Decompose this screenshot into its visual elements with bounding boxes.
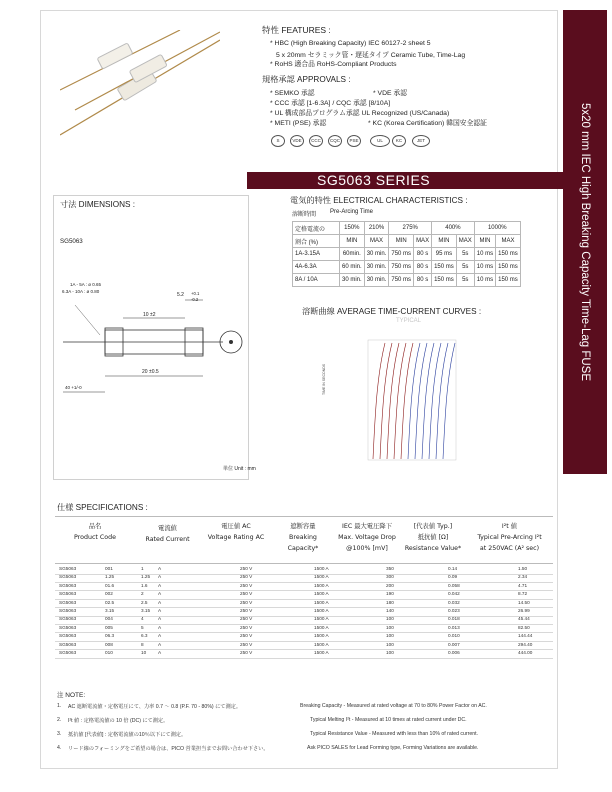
feature-line: * HBC (High Breaking Capacity) IEC 60127-2 sheet 5 bbox=[270, 40, 431, 47]
spec-cell-current: 1 bbox=[141, 566, 144, 571]
semko-icon: S bbox=[271, 135, 285, 147]
spec-cell-code: SG5063 bbox=[59, 608, 77, 613]
spec-cell-breaking: 1500 A bbox=[314, 641, 329, 647]
approvals-title: 規格承認 APPROVALS : bbox=[262, 75, 351, 84]
kc-icon: KC bbox=[392, 135, 406, 147]
spec-cell-breaking: 1500 A bbox=[314, 591, 329, 597]
spec-cell-current: 1.6 bbox=[141, 582, 148, 588]
value-cell: 60 min. bbox=[340, 261, 365, 274]
spec-cell-unit: A bbox=[158, 591, 162, 597]
specifications-header bbox=[55, 516, 553, 564]
note-num: 4. bbox=[57, 745, 62, 751]
header-breaking-capacity bbox=[272, 521, 334, 554]
series-banner bbox=[247, 172, 563, 189]
minmax-cell: MAX bbox=[496, 235, 521, 248]
time-current-curves bbox=[353, 335, 458, 465]
spec-cell-i2t: 444.00 bbox=[518, 650, 533, 655]
header-text: Breaking bbox=[289, 534, 317, 541]
spec-cell-resistance: 0.007 bbox=[448, 641, 460, 647]
pse-icon: PSE bbox=[347, 135, 361, 147]
lead-length-label: 40 +1/-0 bbox=[65, 385, 82, 390]
minmax-cell: MAX bbox=[414, 235, 432, 248]
spec-cell-suffix: 005 bbox=[105, 624, 113, 630]
spec-cell-current: 1.25 bbox=[141, 574, 151, 580]
note-en: Typical Melting I²t - Measured at 10 times at rated current under DC. bbox=[310, 717, 467, 723]
curves-title: 溶断曲線 AVERAGE TIME-CURRENT CURVES : bbox=[302, 307, 482, 316]
spec-cell-code: SG5063 bbox=[59, 599, 77, 605]
spec-cell-current: 2.5 bbox=[141, 599, 148, 605]
spec-cell-voltage: 250 V bbox=[240, 582, 253, 588]
spec-cell-code: SG5063 bbox=[59, 641, 77, 647]
spec-cell-code: SG5063 bbox=[59, 574, 77, 580]
value-cell: 30 min. bbox=[364, 248, 389, 261]
value-cell: 80 s bbox=[414, 274, 432, 287]
spec-cell-unit: A bbox=[158, 608, 162, 613]
curve-line bbox=[443, 343, 455, 459]
cap-length-label: 5.2 bbox=[177, 292, 184, 298]
spec-cell-code: SG5063 bbox=[59, 591, 77, 597]
value-cell: 10 ms bbox=[474, 274, 495, 287]
spec-cell-code: SG5063 bbox=[59, 582, 77, 588]
header-text: [代表値 Typ.] bbox=[413, 523, 453, 530]
note-num: 1. bbox=[57, 703, 62, 709]
note-jp: I²t 値 : 定格電流値の 10 倍 (DC) にて測定。 bbox=[68, 718, 169, 724]
spec-cell-current: 6.3 bbox=[141, 633, 148, 639]
value-cell: 80 s bbox=[414, 248, 432, 261]
series-title: SG5063 SERIES bbox=[317, 172, 431, 188]
dimension-drawing bbox=[55, 280, 245, 420]
value-cell: 10 ms bbox=[474, 261, 495, 274]
pct-cell: 210% bbox=[364, 222, 389, 235]
spec-cell-drop: 100 bbox=[386, 641, 394, 647]
spec-cell-drop: 350 bbox=[386, 566, 394, 571]
spec-cell-breaking: 1500 A bbox=[314, 566, 329, 571]
spec-cell-resistance: 0.013 bbox=[448, 624, 460, 630]
header-text: @100% [mV] bbox=[346, 545, 388, 552]
sidebar-title bbox=[563, 10, 607, 474]
value-cell: 5s bbox=[456, 261, 474, 274]
value-cell: 30 min. bbox=[364, 274, 389, 287]
table-row bbox=[293, 222, 521, 235]
approval-item: * CCC 承認 [1-6.3A] / CQC 承認 [8/10A] bbox=[270, 100, 391, 107]
header-text: Voltage Rating AC bbox=[207, 534, 265, 541]
curves-lines bbox=[373, 343, 455, 459]
header-text: 抵抗値 [Ω] bbox=[417, 534, 449, 541]
spec-cell-resistance: 0.018 bbox=[448, 616, 460, 622]
feature-line: 5 x 20mm セラミック管・遅延タイプ Ceramic Tube, Time-Lag bbox=[276, 52, 466, 59]
spec-cell-i2t: 82.50 bbox=[518, 624, 530, 630]
notes-title: 注 NOTE: bbox=[57, 692, 86, 699]
spec-cell-drop: 100 bbox=[386, 633, 394, 639]
spec-cell-current: 4 bbox=[141, 616, 144, 622]
spec-cell-current: 10 bbox=[141, 650, 147, 655]
value-cell: 60min. bbox=[340, 248, 365, 261]
spec-cell-suffix: 008 bbox=[105, 641, 113, 647]
ul-icon: UL bbox=[370, 135, 390, 147]
spec-cell-suffix: 06.3 bbox=[105, 633, 115, 639]
header-text: 電圧値 AC bbox=[221, 523, 251, 530]
jet-icon: JET bbox=[412, 135, 430, 147]
spec-cell-resistance: 0.032 bbox=[448, 599, 460, 605]
spec-cell-voltage: 250 V bbox=[240, 566, 253, 571]
value-cell: 10 ms bbox=[474, 248, 495, 261]
pct-cell: 150% bbox=[340, 222, 365, 235]
spec-cell-voltage: 250 V bbox=[240, 591, 253, 597]
spec-cell-voltage: 250 V bbox=[240, 624, 253, 630]
spec-cell-resistance: 0.042 bbox=[448, 591, 460, 597]
header-text: 遮断容量 bbox=[290, 523, 316, 530]
pre-arcing-jp: 溶断時間 bbox=[292, 212, 317, 218]
header-product-code bbox=[55, 521, 135, 543]
value-cell: 750 ms bbox=[389, 274, 414, 287]
spec-cell-i2t: 26.99 bbox=[518, 608, 530, 613]
spec-cell-resistance: 0.010 bbox=[448, 633, 460, 639]
spec-cell-suffix: 001 bbox=[105, 566, 113, 571]
electrical-table bbox=[292, 221, 521, 287]
spec-cell-current: 8 bbox=[141, 641, 144, 647]
table-row bbox=[293, 235, 521, 248]
spec-cell-suffix: 004 bbox=[105, 616, 113, 622]
spec-cell-i2t: 14.50 bbox=[518, 599, 530, 605]
value-cell: 150 ms bbox=[496, 261, 521, 274]
spec-cell-i2t: 2.34 bbox=[518, 574, 528, 580]
cap-tolerance-minus: -0.2 bbox=[191, 297, 199, 302]
minmax-cell: MIN bbox=[432, 235, 457, 248]
curves-plot-area bbox=[368, 340, 456, 460]
electrical-title: 電気的特性 ELECTRICAL CHARACTERISTICS : bbox=[290, 196, 468, 205]
header-voltage-drop bbox=[334, 521, 400, 554]
table-row bbox=[293, 261, 521, 274]
note-jp: AC 遮断電流値・定格電圧にて、力率 0.7 〜 0.8 (P.F. 70 - 80%) にて測定。 bbox=[68, 704, 242, 710]
spec-cell-unit: A bbox=[158, 599, 162, 605]
dimensions-title: 寸法 DIMENSIONS : bbox=[60, 200, 136, 209]
value-cell: 150 ms bbox=[496, 248, 521, 261]
header-text: Capacity* bbox=[287, 545, 319, 552]
note-jp: 抵抗値 [代表値] : 定格電流値の10％以下にて測定。 bbox=[68, 732, 187, 738]
minmax-cell: MAX bbox=[364, 235, 389, 248]
header-text: 電流値 bbox=[158, 525, 177, 532]
spec-cell-drop: 100 bbox=[386, 650, 394, 655]
spec-cell-voltage: 250 V bbox=[240, 599, 253, 605]
spec-cell-suffix: 3.15 bbox=[105, 608, 115, 613]
row-divider bbox=[55, 658, 553, 659]
cqc-icon: CQC bbox=[328, 135, 342, 147]
spec-cell-drop: 300 bbox=[386, 574, 394, 580]
pct-cell: 1000% bbox=[474, 222, 520, 235]
header-text: 品名 bbox=[88, 523, 102, 530]
spec-cell-code: SG5063 bbox=[59, 633, 77, 639]
feature-line: * RoHS 適合品 RoHS-Compliant Products bbox=[270, 61, 397, 68]
spec-cell-current: 5 bbox=[141, 624, 144, 630]
spec-cell-code: SG5063 bbox=[59, 566, 77, 571]
spec-cell-resistance: 0.14 bbox=[448, 566, 458, 571]
spec-cell-i2t: 1.50 bbox=[518, 566, 528, 571]
spec-cell-unit: A bbox=[158, 650, 162, 655]
vde-icon: VDE bbox=[290, 135, 304, 147]
spec-cell-drop: 190 bbox=[386, 591, 394, 597]
spec-cell-breaking: 1500 A bbox=[314, 582, 329, 588]
spec-cell-breaking: 1500 A bbox=[314, 616, 329, 622]
header-text: Product Code bbox=[73, 534, 117, 541]
cap-tolerance-plus: +0.1 bbox=[191, 291, 200, 296]
value-cell: 5s bbox=[456, 248, 474, 261]
header-rated-current bbox=[135, 523, 200, 545]
note-num: 3. bbox=[57, 731, 62, 737]
value-cell: 150 ms bbox=[496, 274, 521, 287]
row-head-1: 定格電流の bbox=[293, 222, 340, 235]
header-text: Max. Voltage Drop bbox=[338, 534, 396, 541]
spec-cell-unit: A bbox=[158, 633, 162, 639]
spec-cell-i2t: 294.40 bbox=[518, 641, 533, 647]
spec-cell-resistance: 0.023 bbox=[448, 608, 460, 613]
ccc-icon: CCC bbox=[309, 135, 323, 147]
spec-cell-voltage: 250 V bbox=[240, 616, 253, 622]
value-cell: 150 ms bbox=[432, 274, 457, 287]
fuse-photo bbox=[60, 30, 220, 140]
spec-cell-unit: A bbox=[158, 624, 162, 630]
spec-cell-drop: 200 bbox=[386, 582, 394, 588]
spec-cell-unit: A bbox=[158, 641, 162, 647]
spec-cell-code: SG5063 bbox=[59, 650, 77, 655]
row-head-2: 割合 (%) bbox=[293, 235, 340, 248]
value-cell: 95 ms bbox=[432, 248, 457, 261]
minmax-cell: MIN bbox=[340, 235, 365, 248]
header-voltage-rating bbox=[200, 521, 272, 543]
header-text: Resistance Value* bbox=[404, 545, 462, 552]
curves-subtitle: TYPICAL bbox=[396, 318, 422, 324]
header-text: I²t 値 bbox=[501, 523, 518, 530]
spec-cell-voltage: 250 V bbox=[240, 650, 253, 655]
lead-dia-label: 6.3A - 10A : ø 0.80 bbox=[62, 289, 100, 294]
note-num: 2. bbox=[57, 717, 62, 723]
note-en: Typical Resistance Value - Measured with less than 10% of rated current. bbox=[310, 731, 479, 737]
features-title: 特性 FEATURES : bbox=[262, 25, 331, 35]
body-length-label: 10 ±2 bbox=[143, 312, 156, 318]
value-cell: 750 ms bbox=[389, 261, 414, 274]
spec-cell-drop: 180 bbox=[386, 599, 394, 605]
range-cell: 1A-3.15A bbox=[293, 248, 340, 261]
total-length-label: 20 ±0.5 bbox=[142, 369, 159, 375]
table-row bbox=[293, 274, 521, 287]
note-en: Ask PICO SALES for Lead Forming type, Forming Variations are available. bbox=[307, 745, 479, 751]
spec-cell-breaking: 1500 A bbox=[314, 599, 329, 605]
fuse-image-1 bbox=[60, 40, 220, 135]
value-cell: 5s bbox=[456, 274, 474, 287]
spec-cell-code: SG5063 bbox=[59, 616, 77, 622]
table-row bbox=[293, 248, 521, 261]
header-text: at 250VAC (A² sec) bbox=[479, 545, 540, 552]
spec-cell-resistance: 0.006 bbox=[448, 650, 460, 655]
spec-cell-resistance: 0.058 bbox=[448, 582, 460, 588]
spec-cell-unit: A bbox=[158, 574, 162, 580]
dimensions-model: SG5063 bbox=[60, 238, 83, 245]
spec-cell-suffix: 010 bbox=[105, 650, 113, 655]
spec-cell-current: 2 bbox=[141, 591, 144, 597]
specifications-title: 仕様 SPECIFICATIONS : bbox=[57, 503, 148, 512]
sidebar-title-text: 5x20 mm IEC High Breaking Capacity Time-Lag FUSE bbox=[579, 102, 591, 382]
value-cell: 30 min. bbox=[340, 274, 365, 287]
spec-cell-drop: 100 bbox=[386, 616, 394, 622]
spec-cell-current: 3.15 bbox=[141, 608, 151, 613]
spec-cell-voltage: 250 V bbox=[240, 574, 253, 580]
spec-cell-suffix: 002 bbox=[105, 591, 113, 597]
spec-cell-drop: 100 bbox=[386, 624, 394, 630]
spec-cell-breaking: 1500 A bbox=[314, 574, 329, 580]
spec-cell-suffix: 02.5 bbox=[105, 599, 115, 605]
header-text: IEC 最大電圧降下 bbox=[341, 523, 392, 530]
pre-arcing-en: Pre-Arcing Time bbox=[330, 209, 374, 215]
spec-cell-voltage: 250 V bbox=[240, 633, 253, 639]
value-cell: 80 s bbox=[414, 261, 432, 274]
value-cell: 30 min. bbox=[364, 261, 389, 274]
spec-cell-breaking: 1500 A bbox=[314, 624, 329, 630]
spec-cell-i2t: 4.71 bbox=[518, 582, 528, 588]
header-i2t bbox=[466, 521, 553, 554]
spec-cell-i2t: 144.44 bbox=[518, 633, 533, 639]
approval-item: * SEMKO 承認 bbox=[270, 90, 315, 97]
spec-cell-unit: A bbox=[158, 566, 162, 571]
range-cell: 4A-6.3A bbox=[293, 261, 340, 274]
approval-item: * UL 構成部品プログラム承認 UL Recognized (US/Canada) bbox=[270, 110, 450, 117]
note-jp: リード線のフォーミングをご希望の場合は、PICO 営業担当までお問い合わせ下さい。 bbox=[68, 746, 269, 752]
header-text: Rated Current bbox=[145, 536, 190, 543]
spec-cell-voltage: 250 V bbox=[240, 641, 253, 647]
spec-cell-breaking: 1500 A bbox=[314, 608, 329, 613]
note-en: Breaking Capacity - Measured at rated voltage at 70 to 80% Power Factor on AC. bbox=[300, 703, 487, 709]
spec-cell-code: SG5063 bbox=[59, 624, 77, 630]
value-cell: 750 ms bbox=[389, 248, 414, 261]
header-resistance bbox=[400, 521, 466, 554]
unit-label: 単位 Unit : mm bbox=[223, 466, 256, 472]
minmax-cell: MAX bbox=[456, 235, 474, 248]
pct-cell: 275% bbox=[389, 222, 432, 235]
spec-cell-breaking: 1500 A bbox=[314, 650, 329, 655]
spec-cell-i2t: 8.72 bbox=[518, 591, 528, 597]
pct-cell: 400% bbox=[432, 222, 475, 235]
spec-cell-breaking: 1500 A bbox=[314, 633, 329, 639]
curves-ylabel: TIME IN SECONDS bbox=[322, 363, 326, 395]
spec-cell-drop: 140 bbox=[386, 608, 394, 613]
spec-cell-unit: A bbox=[158, 616, 162, 622]
approval-item: * KC (Korea Certification) 韓国安全認証 bbox=[368, 120, 487, 127]
spec-cell-voltage: 250 V bbox=[240, 608, 253, 613]
spec-cell-unit: A bbox=[158, 582, 162, 588]
spec-cell-suffix: 01.6 bbox=[105, 582, 115, 588]
approval-item: * VDE 承認 bbox=[373, 90, 407, 97]
spec-cell-suffix: 1.25 bbox=[105, 574, 115, 580]
value-cell: 150 ms bbox=[432, 261, 457, 274]
header-text: Typical Pre-Arcing I²t bbox=[477, 534, 542, 541]
approval-item: * METI (PSE) 承認 bbox=[270, 120, 327, 127]
lead-dia-label: 1A - 5A : ø 0.65 bbox=[70, 282, 102, 287]
spec-cell-i2t: 45.44 bbox=[518, 616, 530, 622]
minmax-cell: MIN bbox=[389, 235, 414, 248]
minmax-cell: MIN bbox=[474, 235, 495, 248]
range-cell: 8A / 10A bbox=[293, 274, 340, 287]
spec-cell-resistance: 0.09 bbox=[448, 574, 458, 580]
